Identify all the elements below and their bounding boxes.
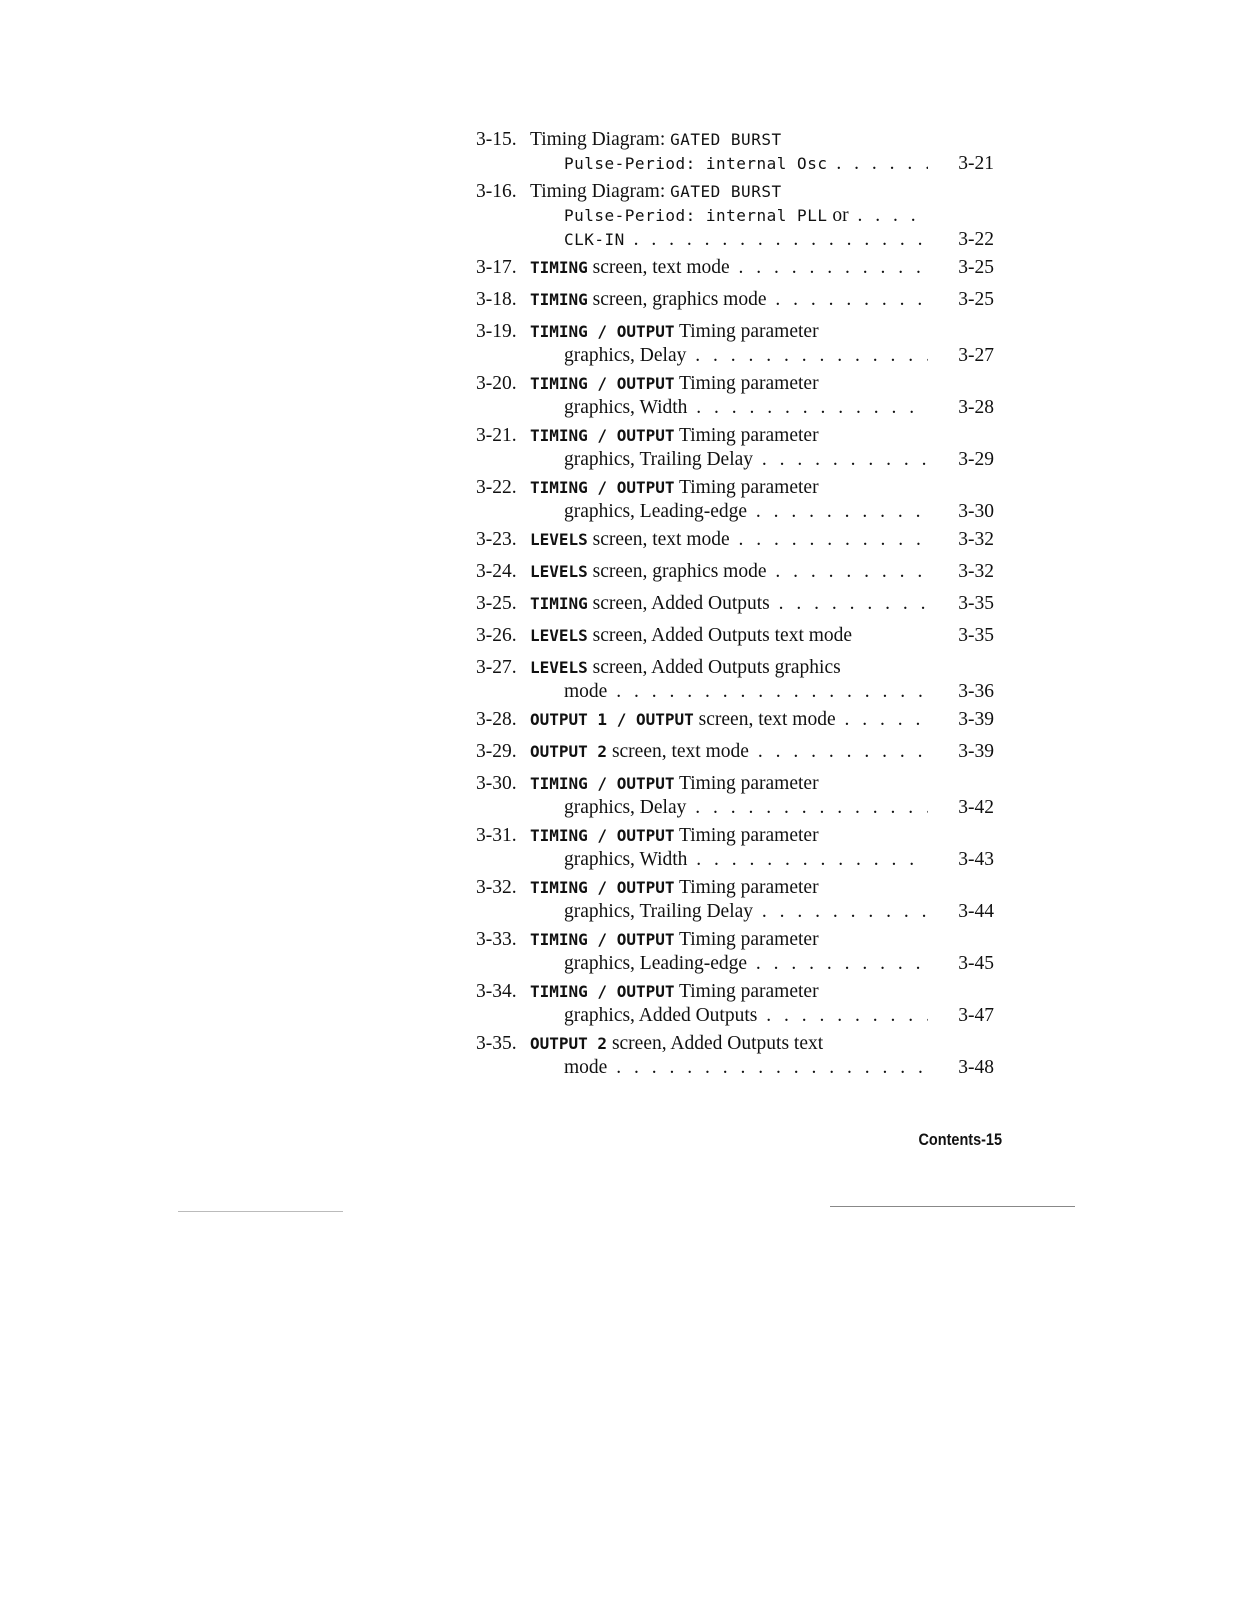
screen-keyword: TIMING / OUTPUT [530,426,675,445]
screen-keyword: TIMING / OUTPUT [530,878,675,897]
title-text: Timing parameter [674,929,819,950]
title-text: graphics, Leading-edge [564,953,748,974]
figure-title [530,740,928,764]
page-number: 3-42 [954,796,994,820]
title-text: screen, graphics mode [587,561,767,582]
figure-title [530,476,819,500]
toc-entry [476,128,1006,176]
toc-entry-line [476,500,1006,524]
figure-title [530,708,928,732]
title-text: or [827,205,849,226]
screen-keyword: LEVELS [530,562,588,581]
figure-title [530,656,841,680]
figure-number: 3-21. [476,425,517,446]
title-text: Timing Diagram: [530,181,671,202]
title-text: Timing parameter [674,477,819,498]
title-text: graphics, Trailing Delay [564,901,754,922]
page-number: 3-48 [954,1056,994,1080]
screen-keyword: TIMING / OUTPUT [530,930,675,949]
title-text: screen, Added Outputs [587,593,770,614]
figure-title [530,288,928,312]
toc-entry [476,824,1006,872]
page-number: 3-45 [954,952,994,976]
figure-number: 3-28. [476,709,517,730]
title-text: graphics, Delay [564,345,687,366]
page-number: 3-25 [954,288,994,312]
figure-number: 3-35. [476,1033,517,1054]
screen-keyword: Pulse-Period: internal Osc [564,154,828,173]
page-number: 3-36 [954,680,994,704]
figure-number: 3-20. [476,373,517,394]
figure-title [530,372,819,396]
toc-entry-line [476,256,1006,280]
toc-entry [476,928,1006,976]
figure-number: 3-23. [476,529,517,550]
toc-entry [476,288,1006,312]
page-number: 3-35 [954,624,994,648]
scan-artifact-line [178,1211,343,1212]
toc-entry [476,320,1006,368]
title-text: mode [564,681,608,702]
title-text: graphics, Width [564,397,688,418]
toc-entry-line [476,344,1006,368]
toc-entry [476,708,1006,732]
figure-number: 3-22. [476,477,517,498]
toc-entry-line [476,152,1006,176]
toc-entry-line [476,180,1006,204]
toc-entry [476,624,1006,648]
toc-entry-line [476,876,1006,900]
title-text: Timing parameter [674,825,819,846]
page-number: 3-43 [954,848,994,872]
toc-entry [476,656,1006,704]
screen-keyword: OUTPUT 2 [530,742,608,761]
toc-entry [476,592,1006,616]
figure-title [530,128,782,152]
toc-entry-line [476,560,1006,584]
title-text: Timing parameter [674,877,819,898]
figure-number: 3-17. [476,257,517,278]
title-text: graphics, Added Outputs [564,1005,758,1026]
toc-entry-line [476,680,1006,704]
figure-title [530,772,819,796]
figure-title [530,560,928,584]
figure-number: 3-27. [476,657,517,678]
toc-entry-line [476,204,1006,228]
screen-keyword: OUTPUT 2 [530,1034,608,1053]
title-text: Timing parameter [674,373,819,394]
title-text: screen, Added Outputs text [607,1033,824,1054]
toc-entry-line [476,396,1006,420]
figure-number: 3-30. [476,773,517,794]
screen-keyword: TIMING / OUTPUT [530,826,675,845]
figure-number: 3-32. [476,877,517,898]
list-of-figures [476,128,1006,1080]
page-number: 3-28 [954,396,994,420]
toc-entry-line [476,448,1006,472]
toc-entry-line [476,592,1006,616]
page-number: 3-44 [954,900,994,924]
screen-keyword: CLK-IN [564,230,625,249]
title-text: graphics, Width [564,849,688,870]
figure-number: 3-31. [476,825,517,846]
screen-keyword: TIMING / OUTPUT [530,478,675,497]
title-text: graphics, Leading-edge [564,501,748,522]
figure-title [564,680,928,704]
screen-keyword: GATED BURST [670,182,782,201]
toc-entry-line [476,288,1006,312]
toc-entry [476,772,1006,820]
title-text: Timing parameter [674,321,819,342]
figure-title [530,824,819,848]
toc-entry-line [476,928,1006,952]
page-number: 3-47 [954,1004,994,1028]
toc-entry-line [476,528,1006,552]
figure-title [530,592,928,616]
figure-title [564,1004,928,1028]
title-text: graphics, Delay [564,797,687,818]
screen-keyword: TIMING [530,290,588,309]
title-text: screen, text mode [587,529,730,550]
figure-number: 3-34. [476,981,517,1002]
toc-entry-line [476,952,1006,976]
screen-keyword: TIMING / OUTPUT [530,322,675,341]
toc-entry-line [476,796,1006,820]
figure-title [530,528,928,552]
title-text: Timing Diagram: [530,129,671,150]
figure-title [530,980,819,1004]
screen-keyword: LEVELS [530,658,588,677]
screen-keyword: OUTPUT 1 / OUTPUT [530,710,694,729]
figure-number: 3-15. [476,129,517,150]
page-number: 3-27 [954,344,994,368]
title-text: screen, graphics mode [587,289,767,310]
figure-title [530,928,819,952]
toc-entry [476,740,1006,764]
scan-artifact-line [830,1206,1075,1207]
toc-entry [476,980,1006,1028]
title-text: screen, text mode [587,257,730,278]
screen-keyword: TIMING [530,594,588,613]
toc-entry-line [476,740,1006,764]
figure-number: 3-16. [476,181,517,202]
toc-entry-line [476,1004,1006,1028]
figure-number: 3-26. [476,625,517,646]
page-number: 3-25 [954,256,994,280]
title-text: Timing parameter [674,981,819,1002]
screen-keyword: TIMING [530,258,588,277]
figure-title [564,848,928,872]
figure-number: 3-29. [476,741,517,762]
toc-entry-line [476,476,1006,500]
toc-entry-line [476,708,1006,732]
toc-entry [476,528,1006,552]
toc-entry-line [476,824,1006,848]
toc-entry-line [476,980,1006,1004]
figure-title [564,448,928,472]
figure-title [564,1056,928,1080]
figure-title [530,624,928,648]
figure-title [530,424,819,448]
toc-entry-line [476,848,1006,872]
figure-number: 3-24. [476,561,517,582]
figure-number: 3-18. [476,289,517,310]
page-number: 3-32 [954,528,994,552]
toc-entry-line [476,772,1006,796]
title-text: mode [564,1057,608,1078]
screen-keyword: LEVELS [530,530,588,549]
title-text: screen, Added Outputs graphics [587,657,841,678]
title-text: screen, Added Outputs text mode [587,625,853,646]
figure-title [564,796,928,820]
toc-entry-line [476,1056,1006,1080]
toc-entry-line [476,900,1006,924]
toc-entry-line [476,228,1006,252]
toc-entry [476,372,1006,420]
figure-title [564,900,928,924]
title-text: screen, text mode [693,709,836,730]
screen-keyword: TIMING / OUTPUT [530,982,675,1001]
page-number: 3-39 [954,740,994,764]
figure-title [564,500,928,524]
figure-title [530,320,819,344]
screen-keyword: Pulse-Period: internal PLL [564,206,828,225]
toc-entry-line [476,320,1006,344]
toc-entry [476,180,1006,252]
page-number: 3-30 [954,500,994,524]
title-text: graphics, Trailing Delay [564,449,754,470]
toc-entry-line [476,1032,1006,1056]
toc-entry-line [476,624,1006,648]
figure-title [564,152,928,176]
toc-entry [476,1032,1006,1080]
page-number: 3-21 [954,152,994,176]
page-number: 3-32 [954,560,994,584]
figure-title [564,952,928,976]
screen-keyword: TIMING / OUTPUT [530,374,675,393]
page-number: 3-35 [954,592,994,616]
figure-title [564,204,928,228]
figure-number: 3-25. [476,593,517,614]
figure-title [564,228,928,252]
figure-title [530,876,819,900]
page-number: 3-39 [954,708,994,732]
page-number: 3-29 [954,448,994,472]
figure-title [530,1032,823,1056]
toc-entry [476,476,1006,524]
figure-title [530,256,928,280]
screen-keyword: GATED BURST [670,130,782,149]
figure-number: 3-19. [476,321,517,342]
toc-entry [476,560,1006,584]
figure-title [564,396,928,420]
toc-entry-line [476,424,1006,448]
title-text: screen, text mode [607,741,749,762]
figure-number: 3-33. [476,929,517,950]
figure-title [530,180,782,204]
toc-entry-line [476,128,1006,152]
toc-entry [476,876,1006,924]
toc-entry-line [476,656,1006,680]
title-text: Timing parameter [674,773,819,794]
toc-entry [476,424,1006,472]
figure-title [564,344,928,368]
screen-keyword: TIMING / OUTPUT [530,774,675,793]
page-number: 3-22 [954,228,994,252]
screen-keyword: LEVELS [530,626,588,645]
page-footer: Contents-15 [918,1130,1002,1149]
toc-entry-line [476,372,1006,396]
toc-entry [476,256,1006,280]
title-text: Timing parameter [674,425,819,446]
